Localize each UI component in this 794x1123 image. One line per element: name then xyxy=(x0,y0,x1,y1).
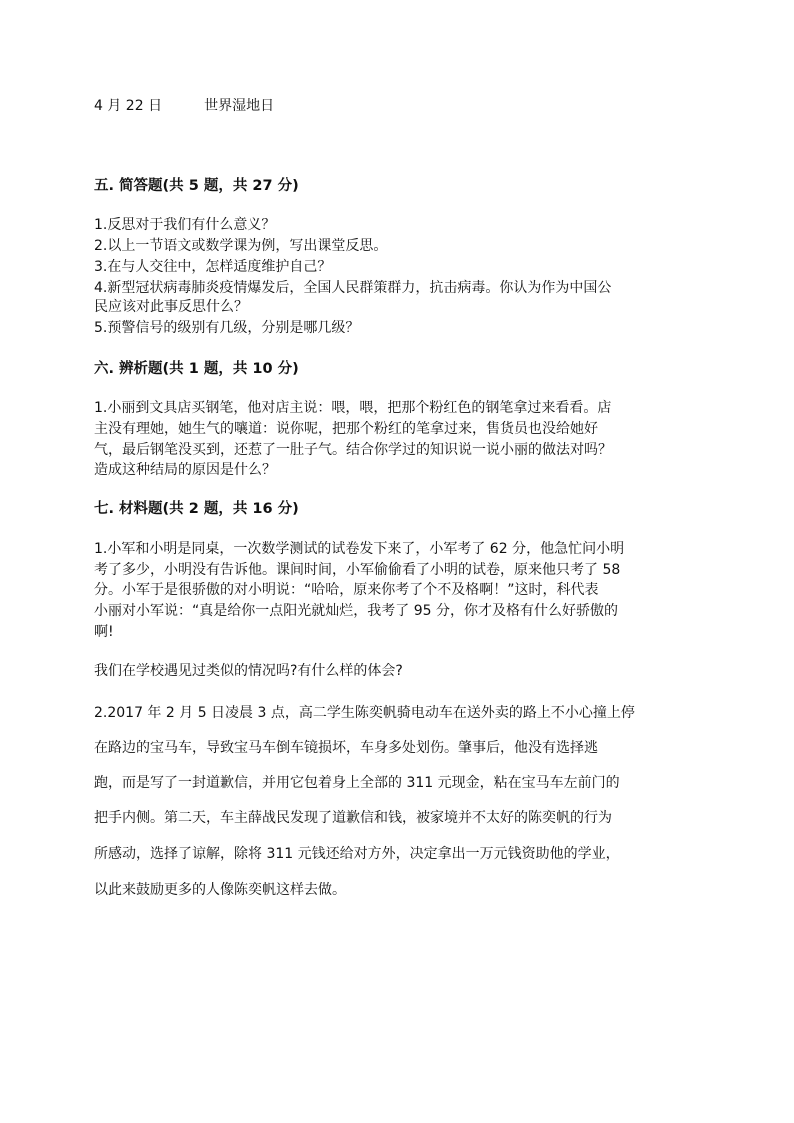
section-6-q1-line1: 1.小丽到文具店买钢笔，他对店主说：喂，喂，把那个粉红色的钢笔拿过来看看。店 xyxy=(94,400,612,416)
section-7-q2-line4: 把手内侧。第二天，车主薛战民发现了道歉信和钱，被家境并不太好的陈奕帆的行为 xyxy=(94,810,612,826)
section-7-heading: 七. 材料题(共 2 题，共 16 分) xyxy=(94,501,299,517)
section-6-heading: 六. 辨析题(共 1 题，共 10 分) xyxy=(94,361,299,377)
section-7-q2-line1: 2.2017 年 2 月 5 日凌晨 3 点，高二学生陈奕帆骑电动车在送外卖的路上不小心撞上停 xyxy=(94,705,635,721)
section-6-q1-line4: 造成这种结局的原因是什么？ xyxy=(94,462,276,478)
section-7-q1-line4: 小丽对小军说：“真是给你一点阳光就灿烂，我考了 95 分，你才及格有什么好骄傲的 xyxy=(94,603,618,619)
wetland-day-row xyxy=(94,96,704,116)
section-7-q1-line5: 啊! xyxy=(94,624,114,640)
section-7-q1-line1: 1.小军和小明是同桌，一次数学测试的试卷发下来了，小军考了 62 分，他急忙问小明 xyxy=(94,541,625,557)
section-5-q1: 1.反思对于我们有什么意义？ xyxy=(94,217,276,233)
section-7-q2-line2: 在路边的宝马车，导致宝马车倒车镜损坏，车身多处划伤。肇事后，他没有选择逃 xyxy=(94,740,598,756)
date-text: 4 月 22 日 xyxy=(94,98,163,114)
section-5-q4-line2: 民应该对此事反思什么？ xyxy=(94,299,248,315)
section-6-q1-line2: 主没有理她，她生气的嚷道：说你呢，把那个粉红的笔拿过来，售货员也没给她好 xyxy=(94,421,598,437)
section-7-q2-line3: 跑，而是写了一封道歉信，并用它包着身上全部的 311 元现金，粘在宝马车左前门的 xyxy=(94,775,620,791)
section-5-q2: 2.以上一节语文或数学课为例，写出课堂反思。 xyxy=(94,238,388,254)
section-7-q1-question: 我们在学校遇见过类似的情况吗?有什么样的体会? xyxy=(94,663,403,679)
section-5-q3: 3.在与人交往中，怎样适度维护自己？ xyxy=(94,259,332,275)
section-5-q5: 5.预警信号的级别有几级，分别是哪几级？ xyxy=(94,320,360,336)
section-7-q1-line2: 考了多少，小明没有告诉他。课间时间，小军偷偷看了小明的试卷，原来他只考了 58 xyxy=(94,562,621,578)
section-6-q1-line3: 气，最后钢笔没买到，还惹了一肚子气。结合你学过的知识说一说小丽的做法对吗？ xyxy=(94,442,612,458)
section-7-q2-line5: 所感动，选择了谅解，除将 311 元钱还给对方外，决定拿出一万元钱资助他的学业， xyxy=(94,846,620,862)
section-5-heading: 五. 简答题(共 5 题，共 27 分) xyxy=(94,178,299,194)
event-text: 世界湿地日 xyxy=(204,98,275,114)
section-7-q2-line6: 以此来鼓励更多的人像陈奕帆这样去做。 xyxy=(94,882,346,898)
section-7-q1-line3: 分。小军于是很骄傲的对小明说：“哈哈，原来你考了个不及格啊！”这时，科代表 xyxy=(94,582,599,598)
section-5-q4-line1: 4.新型冠状病毒肺炎疫情爆发后，全国人民群策群力，抗击病毒。你认为作为中国公 xyxy=(94,280,612,296)
